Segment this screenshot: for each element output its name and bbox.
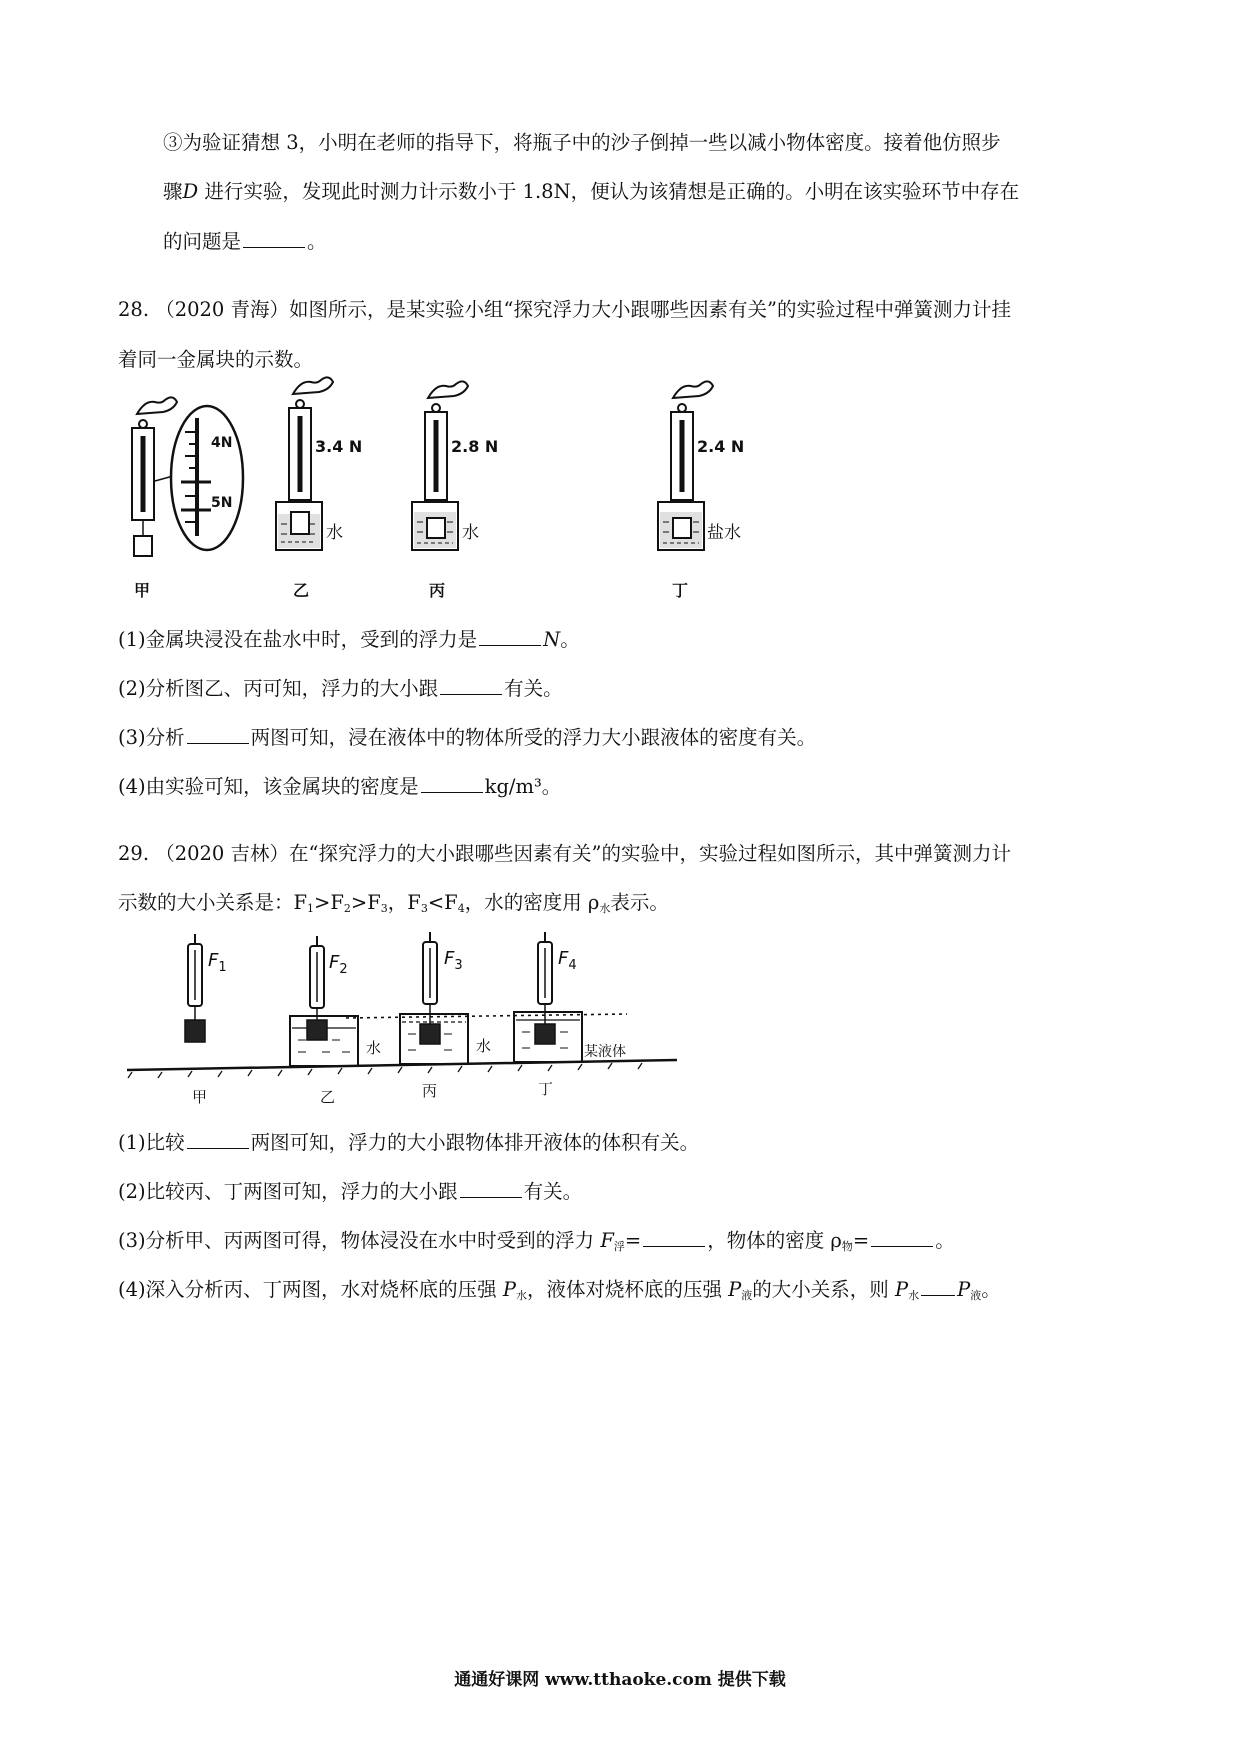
label-yi: 乙: [293, 581, 310, 600]
zoom-oval: [155, 406, 243, 550]
label-bing-29: 丙: [422, 1082, 438, 1100]
label-bing: 丙: [429, 581, 446, 600]
label-jia: 甲: [134, 581, 151, 600]
liquid-water-yi: 水: [326, 523, 343, 543]
q29-figure: [122, 926, 682, 1116]
label-f1: $F_1$: [208, 950, 227, 975]
footer-credit: 通通好课网 www.tthaoke.com 提供下载: [454, 1670, 786, 1690]
label-ding-29: 丁: [538, 1080, 554, 1098]
q28-sub-4: (4)由实验可知，该金属块的密度是 kg/m³。: [118, 775, 562, 798]
answer-blank[interactable]: [440, 676, 502, 695]
answer-blank[interactable]: [479, 627, 541, 646]
q29-sub-3: (3)分析甲、丙两图可得，物体浸没在水中时受到的浮力 $F_浮=$ ，物体的密度 $\rho_物=$ 。: [118, 1229, 955, 1253]
q28-intro-line-1: 28. （2020 青海）如图所示，是某实验小组“探究浮力大小跟哪些因素有关”的实验过程中弹簧测力计挂: [118, 298, 1011, 321]
answer-blank[interactable]: [421, 774, 483, 793]
scale-f1: [185, 934, 205, 1042]
q28-sub-1: (1)金属块浸没在盐水中时，受到的浮力是 N。: [118, 628, 580, 651]
label-f3: $F_3$: [444, 948, 463, 973]
answer-blank[interactable]: [243, 229, 305, 248]
label-f2: $F_2$: [329, 952, 348, 977]
step3-line-2: 骤D 进行实验，发现此时测力计示数小于 1.8N，便认为该猜想是正确的。小明在该实验环节中存在: [163, 180, 1020, 203]
q29-sub-4: (4)深入分析丙、丁两图，水对烧杯底的压强 $P_水$，液体对烧杯底的压强 $P_液$的大小关系，则 $P_水$ $P_液$。: [118, 1278, 1001, 1302]
liquid-label: 某液体: [584, 1044, 626, 1060]
step3-line-3: 的问题是 。: [163, 230, 327, 253]
answer-blank[interactable]: [460, 1179, 522, 1198]
answer-blank[interactable]: [643, 1228, 705, 1247]
q29-intro-line-1: 29. （2020 吉林）在“探究浮力的大小跟哪些因素有关”的实验中，实验过程如图所示，其中弹簧测力计: [118, 842, 1011, 865]
reading-bing: 2.8 N: [451, 437, 499, 456]
answer-blank[interactable]: [187, 1130, 249, 1149]
zoom-label-5n: 5N: [211, 495, 233, 511]
scale-bing: [412, 381, 468, 550]
q28-sub-3: (3)分析 两图可知，浸在液体中的物体所受的浮力大小跟液体的密度有关。: [118, 726, 817, 749]
label-f4: $F_4$: [558, 948, 577, 973]
scale-f2: [290, 936, 358, 1066]
label-yi-29: 乙: [320, 1088, 336, 1106]
zoom-label-4n: 4N: [211, 435, 233, 451]
scale-yi: [276, 377, 333, 550]
liquid-salt-ding: 盐水: [707, 523, 741, 543]
q29-intro-line-2: 示数的大小关系是：$F_1>F_2>F_3$，$F_3<F_4$，水的密度用 $\rho_水$表示。: [118, 891, 669, 915]
liquid-water-bing: 水: [462, 523, 479, 543]
label-ding: 丁: [672, 581, 689, 600]
step3-line-1: ③为验证猜想 3，小明在老师的指导下，将瓶子中的沙子倒掉一些以减小物体密度。接着他仿照步: [163, 131, 1001, 154]
water-label-2: 水: [476, 1037, 492, 1055]
scale-f4: [514, 932, 582, 1062]
answer-blank[interactable]: [921, 1277, 955, 1296]
scale-ding: [658, 381, 713, 550]
scale-f3: [400, 932, 468, 1064]
q29-sub-2: (2)比较丙、丁两图可知，浮力的大小跟 有关。: [118, 1180, 583, 1203]
reading-ding: 2.4 N: [697, 437, 745, 456]
q28-intro-line-2: 着同一金属块的示数。: [118, 348, 314, 371]
answer-blank[interactable]: [187, 725, 249, 744]
q28-sub-2: (2)分析图乙、丙可知，浮力的大小跟 有关。: [118, 677, 563, 700]
water-label-1: 水: [366, 1039, 382, 1057]
q28-figure: [115, 386, 755, 606]
answer-blank[interactable]: [871, 1228, 933, 1247]
label-jia-29: 甲: [192, 1088, 208, 1106]
reading-yi: 3.4 N: [315, 437, 363, 456]
q29-sub-1: (1)比较 两图可知，浮力的大小跟物体排开液体的体积有关。: [118, 1131, 700, 1154]
